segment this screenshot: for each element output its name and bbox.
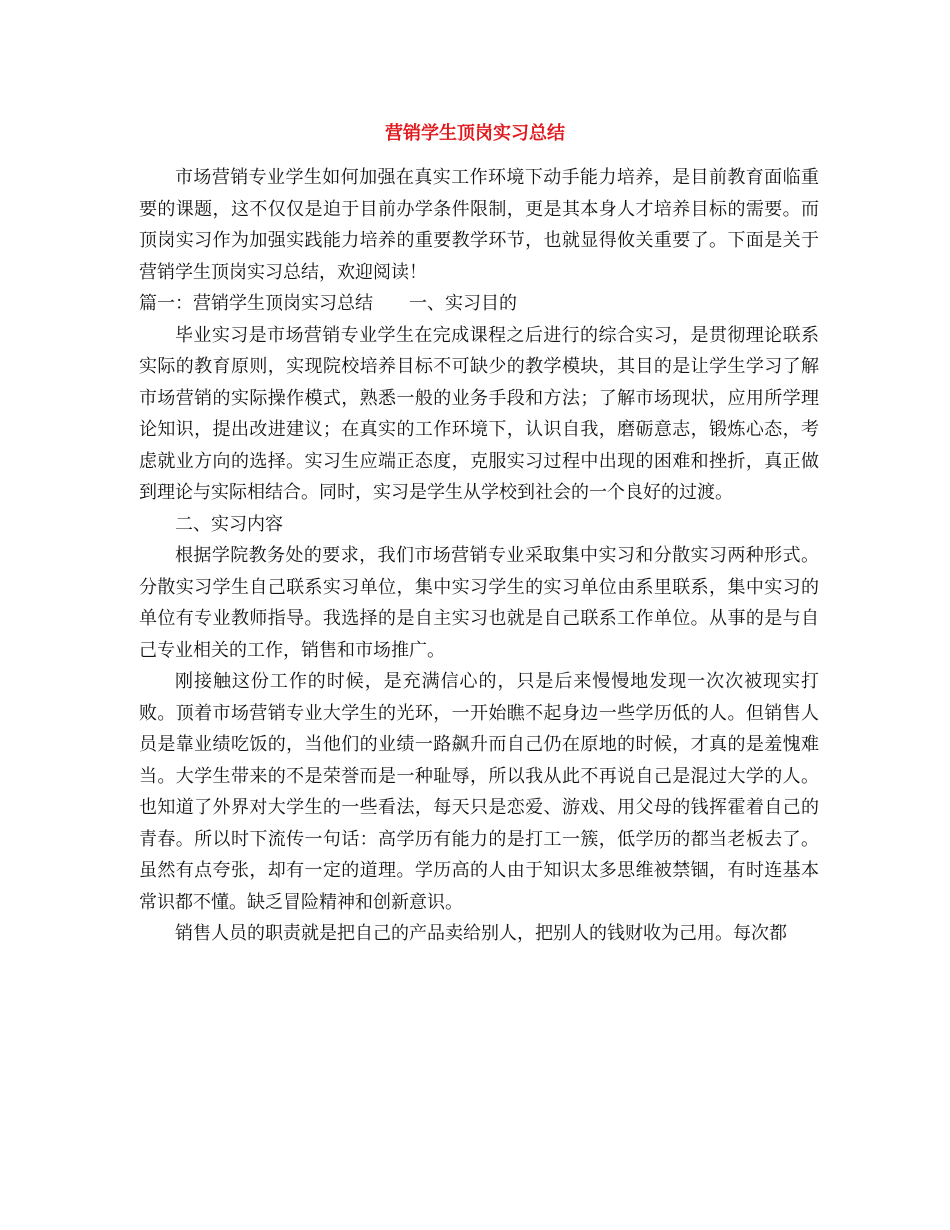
section1-heading: 一、实习目的 [409, 293, 517, 314]
document-title: 营销学生顶岗实习总结 [385, 123, 565, 144]
duty-paragraph: 销售人员的职责就是把自己的产品卖给别人，把别人的钱财收为己用。每次都 [175, 923, 787, 944]
section2-heading: 二、实习内容 [175, 513, 283, 535]
section2-paragraph: 根据学院教务处的要求，我们市场营销专业采取集中实习和分散实习两种形式。分散实习学生自己联系实习单位，集中实习学生的实习单位由系里联系，集中实习的单位有专业教师指导。我选择的是自主实习也就是自己联系工作单位。从事的是与自己专业相关的工作，销售和市场推广。 [139, 545, 819, 661]
intro-paragraph: 市场营销专业学生如何加强在真实工作环境下动手能力培养，是目前教育面临重要的课题，这不仅仅是迫于目前办学条件限制，更是其本身人才培养目标的需要。而顶岗实习作为加强实践能力培养的重要教学环节，也就显得攸关重要了。下面是关于营销学生顶岗实习总结，欢迎阅读！ [139, 167, 819, 283]
section1-paragraph: 毕业实习是市场营销专业学生在完成课程之后进行的综合实习，是贯彻理论联系实际的教育原则，实现院校培养目标不可缺少的教学模块，其目的是让学生学习了解市场营销的实际操作模式，熟悉一般的业务手段和方法；了解市场现状，应用所学理论知识，提出改进建议；在真实的工作环境下，认识自我，磨砺意志，锻炼心态，考虑就业方向的选择。实习生应端正态度，克服实习过程中出现的困难和挫折，真正做到理论与实际相结合。同时，实习是学生从学校到社会的一个良好的过渡。 [139, 324, 819, 503]
part-label: 篇一：营销学生顶岗实习总结 [139, 293, 373, 314]
part-heading-line [139, 288, 819, 320]
experience-paragraph: 刚接触这份工作的时候，是充满信心的，只是后来慢慢地发现一次次被现实打败。顶着市场营销专业大学生的光环，一开始瞧不起身边一些学历低的人。但销售人员是靠业绩吃饭的，当他们的业绩一路飙升而自己仍在原地的时候，才真的是羞愧难当。大学生带来的不是荣誉而是一种耻辱，所以我从此不再说自己是混过大学的人。也知道了外界对大学生的一些看法，每天只是恋爱、游戏、用父母的钱挥霍着自己的青春。所以时下流传一句话：高学历有能力的是打工一簇，低学历的都当老板去了。虽然有点夸张，却有一定的道理。学历高的人由于知识太多思维被禁锢，有时连基本常识都不懂。缺乏冒险精神和创新意识。 [139, 671, 819, 913]
document-body [139, 162, 819, 950]
